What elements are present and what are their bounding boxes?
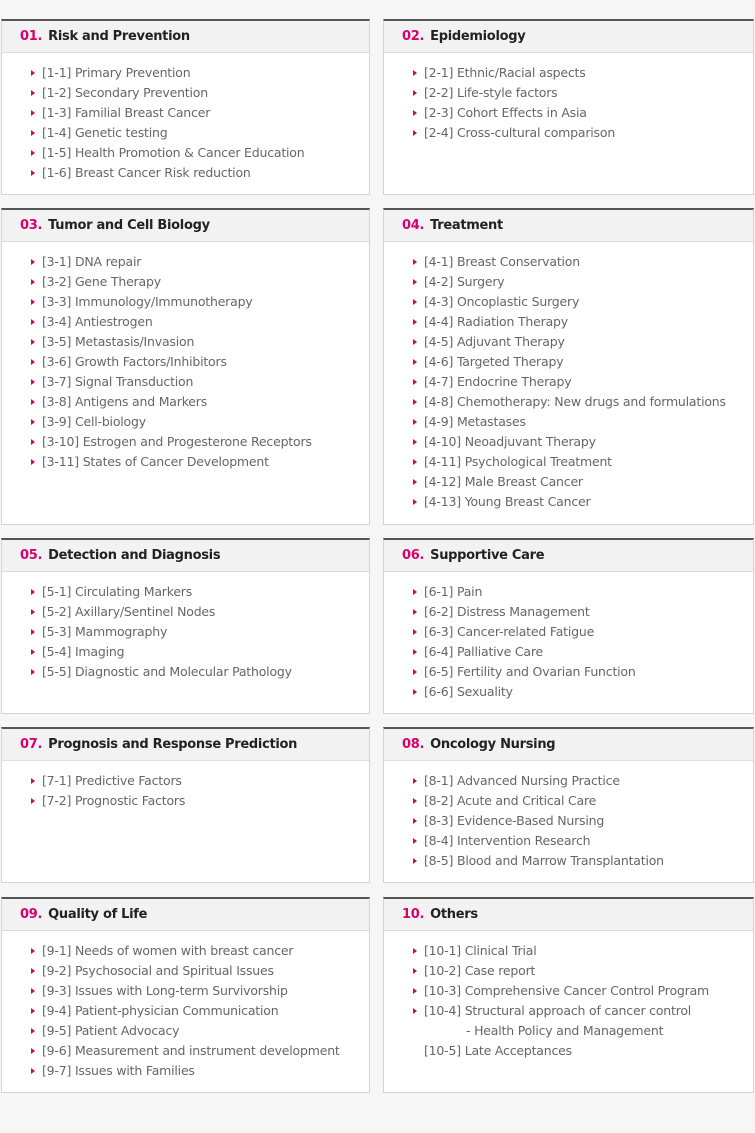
section-header (2, 21, 369, 53)
topic-item[interactable]: [6-4] Palliative Care (412, 642, 753, 662)
section-title: Oncology Nursing (430, 737, 556, 752)
section-number: 05. (20, 548, 43, 563)
section-number: 07. (20, 737, 43, 752)
section-header (384, 729, 753, 761)
topic-list (2, 761, 369, 811)
section-number: 02. (402, 29, 425, 44)
topic-item[interactable]: [6-6] Sexuality (412, 682, 753, 702)
topic-list (2, 572, 369, 682)
section-number: 06. (402, 548, 425, 563)
section-header (384, 540, 753, 572)
topic-item[interactable]: [7-1] Predictive Factors (30, 771, 369, 791)
section-title: Epidemiology (430, 29, 526, 44)
topic-item[interactable]: [3-2] Gene Therapy (30, 272, 369, 292)
topic-item[interactable]: [1-1] Primary Prevention (30, 63, 369, 83)
section-card-01 (1, 19, 370, 195)
topic-item[interactable]: [9-5] Patient Advocacy (30, 1021, 369, 1041)
topic-item[interactable]: [8-5] Blood and Marrow Transplantation (412, 851, 753, 871)
topic-item[interactable]: [3-1] DNA repair (30, 252, 369, 272)
topic-item[interactable]: [5-4] Imaging (30, 642, 369, 662)
topic-item[interactable]: [4-1] Breast Conservation (412, 252, 753, 272)
topic-list (2, 931, 369, 1081)
topic-item[interactable]: [4-12] Male Breast Cancer (412, 472, 753, 492)
section-number: 04. (402, 218, 425, 233)
section-title: Quality of Life (48, 907, 148, 922)
topic-item-continuation: - Health Policy and Management (466, 1023, 664, 1038)
topic-item[interactable]: [3-4] Antiestrogen (30, 312, 369, 332)
topic-item[interactable]: [3-5] Metastasis/Invasion (30, 332, 369, 352)
topic-item[interactable]: [2-4] Cross-cultural comparison (412, 123, 753, 143)
section-card-07 (1, 727, 370, 883)
topic-item[interactable]: [3-6] Growth Factors/Inhibitors (30, 352, 369, 372)
topic-item[interactable]: [3-7] Signal Transduction (30, 372, 369, 392)
section-card-04 (383, 208, 754, 525)
topic-item[interactable]: [8-2] Acute and Critical Care (412, 791, 753, 811)
topic-list (384, 761, 753, 871)
topic-item[interactable]: [4-11] Psychological Treatment (412, 452, 753, 472)
topic-item[interactable]: [10-1] Clinical Trial (412, 941, 753, 961)
section-title: Prognosis and Response Prediction (48, 737, 298, 752)
topic-item[interactable]: [9-3] Issues with Long-term Survivorship (30, 981, 369, 1001)
section-number: 10. (402, 907, 425, 922)
topic-item[interactable]: [6-2] Distress Management (412, 602, 753, 622)
topic-item[interactable]: [8-1] Advanced Nursing Practice (412, 771, 753, 791)
topic-item[interactable]: [2-2] Life-style factors (412, 83, 753, 103)
topic-item[interactable]: [10-5] Late Acceptances (424, 1043, 572, 1058)
topic-item[interactable]: [3-3] Immunology/Immunotherapy (30, 292, 369, 312)
topic-item[interactable]: [5-2] Axillary/Sentinel Nodes (30, 602, 369, 622)
topic-item[interactable]: [4-4] Radiation Therapy (412, 312, 753, 332)
section-header (384, 21, 753, 53)
topic-item[interactable]: [4-6] Targeted Therapy (412, 352, 753, 372)
topic-list (2, 242, 369, 472)
topic-list (384, 572, 753, 702)
section-header (384, 899, 753, 931)
section-title: Supportive Care (430, 548, 545, 563)
topic-item[interactable]: [8-4] Intervention Research (412, 831, 753, 851)
topic-item[interactable]: [3-10] Estrogen and Progesterone Receptors (30, 432, 369, 452)
section-card-06 (383, 538, 754, 714)
topic-item[interactable]: [10-2] Case report (412, 961, 753, 981)
topic-item[interactable]: [4-10] Neoadjuvant Therapy (412, 432, 753, 452)
section-number: 08. (402, 737, 425, 752)
topic-list (384, 242, 753, 512)
topic-item[interactable]: [1-4] Genetic testing (30, 123, 369, 143)
section-number: 09. (20, 907, 43, 922)
topic-item[interactable]: [10-4] Structural approach of cancer control (412, 1001, 753, 1021)
topic-item[interactable]: [9-1] Needs of women with breast cancer (30, 941, 369, 961)
topic-item[interactable]: [5-3] Mammography (30, 622, 369, 642)
section-title: Risk and Prevention (48, 29, 190, 44)
topic-item[interactable]: [9-7] Issues with Families (30, 1061, 369, 1081)
topic-list (384, 931, 753, 1061)
topic-item[interactable]: [2-1] Ethnic/Racial aspects (412, 63, 753, 83)
section-number: 03. (20, 218, 43, 233)
topic-item[interactable]: [9-2] Psychosocial and Spiritual Issues (30, 961, 369, 981)
topic-item[interactable]: [3-9] Cell-biology (30, 412, 369, 432)
topic-item[interactable]: [4-5] Adjuvant Therapy (412, 332, 753, 352)
section-header (2, 540, 369, 572)
topic-list (2, 53, 369, 183)
topic-item[interactable]: [4-7] Endocrine Therapy (412, 372, 753, 392)
topic-item[interactable]: [1-2] Secondary Prevention (30, 83, 369, 103)
section-title: Others (430, 907, 478, 922)
topic-item[interactable]: [1-6] Breast Cancer Risk reduction (30, 163, 369, 183)
topic-item[interactable]: [4-13] Young Breast Cancer (412, 492, 753, 512)
topic-item[interactable]: [1-5] Health Promotion & Cancer Education (30, 143, 369, 163)
topic-item[interactable]: [4-8] Chemotherapy: New drugs and formulations (412, 392, 753, 412)
section-header (384, 210, 753, 242)
topic-list (384, 53, 753, 143)
topic-item[interactable]: [4-2] Surgery (412, 272, 753, 292)
topic-item[interactable]: [6-5] Fertility and Ovarian Function (412, 662, 753, 682)
section-header (2, 729, 369, 761)
section-title: Treatment (430, 218, 503, 233)
section-card-03 (1, 208, 370, 525)
section-header (2, 899, 369, 931)
section-card-09 (1, 897, 370, 1093)
topic-item[interactable]: [2-3] Cohort Effects in Asia (412, 103, 753, 123)
topic-item[interactable]: [9-6] Measurement and instrument development (30, 1041, 369, 1061)
section-card-02 (383, 19, 754, 195)
topic-item[interactable]: [3-11] States of Cancer Development (30, 452, 369, 472)
section-card-10 (383, 897, 754, 1093)
section-card-08 (383, 727, 754, 883)
section-title: Detection and Diagnosis (48, 548, 221, 563)
section-title: Tumor and Cell Biology (48, 218, 210, 233)
section-number: 01. (20, 29, 43, 44)
section-card-05 (1, 538, 370, 714)
topic-item[interactable]: [6-3] Cancer-related Fatigue (412, 622, 753, 642)
topic-item[interactable]: [10-3] Comprehensive Cancer Control Program (412, 981, 753, 1001)
topic-item[interactable]: [4-3] Oncoplastic Surgery (412, 292, 753, 312)
topic-item[interactable]: [4-9] Metastases (412, 412, 753, 432)
topic-item[interactable]: [8-3] Evidence-Based Nursing (412, 811, 753, 831)
topic-item[interactable]: [5-1] Circulating Markers (30, 582, 369, 602)
topic-item[interactable]: [3-8] Antigens and Markers (30, 392, 369, 412)
section-header (2, 210, 369, 242)
topic-item[interactable]: [5-5] Diagnostic and Molecular Pathology (30, 662, 369, 682)
topic-item[interactable]: [7-2] Prognostic Factors (30, 791, 369, 811)
topic-item[interactable]: [1-3] Familial Breast Cancer (30, 103, 369, 123)
topic-item[interactable]: [6-1] Pain (412, 582, 753, 602)
topic-item[interactable]: [9-4] Patient-physician Communication (30, 1001, 369, 1021)
